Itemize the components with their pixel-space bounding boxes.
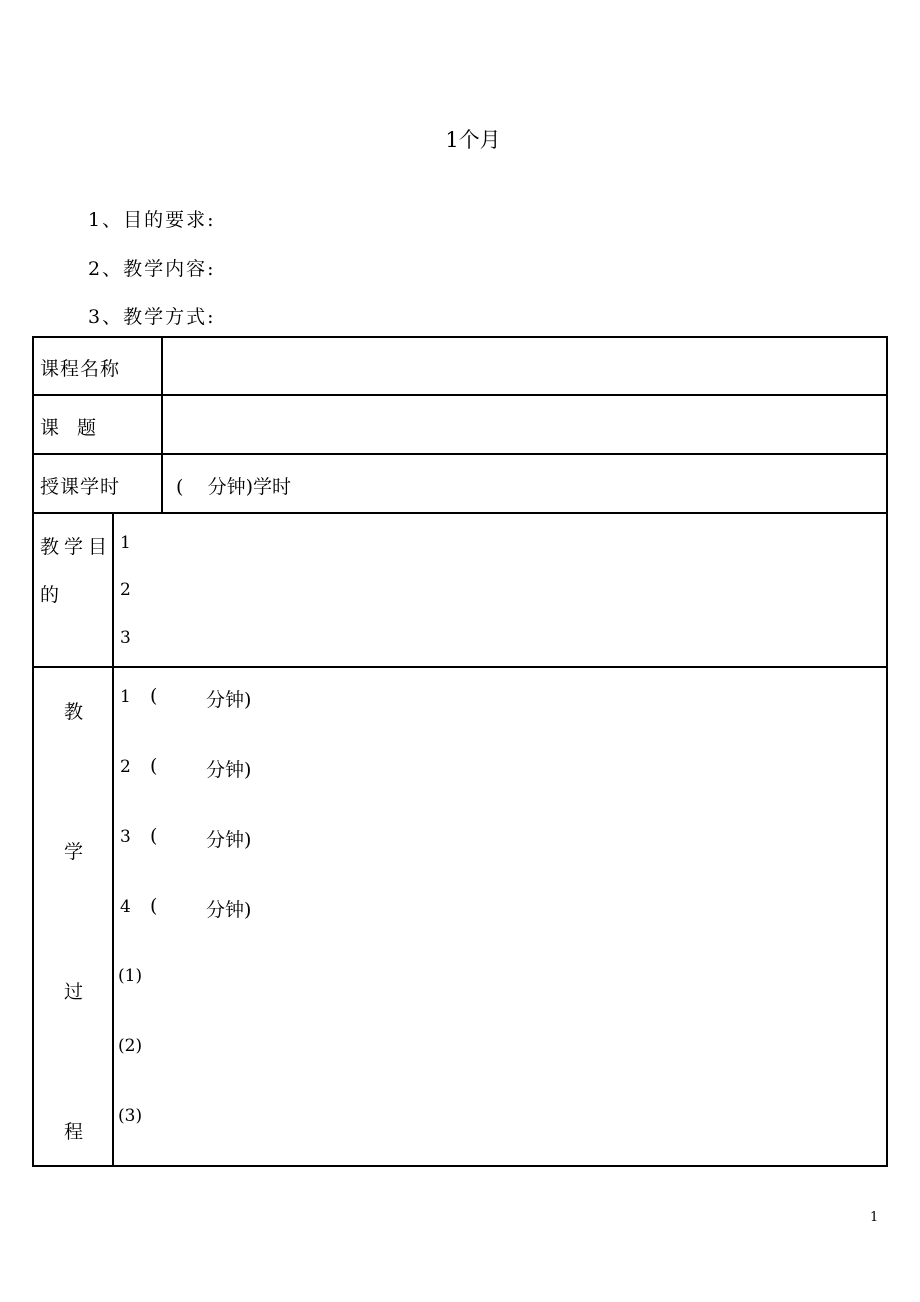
process-label-char-3: 过 [64,981,84,1003]
process-step-3-paren: ( [150,825,158,847]
sub-item-2: (2) [118,1036,143,1056]
page-title: 1个月 [445,128,501,152]
topic-cell[interactable] [165,398,884,451]
process-step-1-number: 1 [120,687,131,707]
sub-item-3: (3) [118,1106,143,1126]
objectives-label-line1: 教学目 [40,536,113,558]
process-step-3-number: 3 [120,827,131,847]
course-name-label: 课程名称 [40,358,121,380]
page-number: 1 [870,1210,879,1225]
process-step-2-paren: ( [150,755,158,777]
process-step-1-minutes: 分钟) [206,689,252,711]
process-label-char-4: 程 [64,1121,84,1143]
process-step-4-number: 4 [120,897,131,917]
row-divider [32,666,888,668]
objectives-label-line2: 的 [40,584,60,606]
topic-label: 课 题 [40,417,103,439]
table-border-right [886,336,888,1167]
process-step-4-paren: ( [150,895,158,917]
objective-number-1: 1 [120,533,131,553]
outline-item-2: 2、教学内容: [88,258,216,280]
process-step-2-number: 2 [120,757,131,777]
hours-value[interactable]: ( 分钟)学时 [176,476,291,498]
objective-number-3: 3 [120,628,131,648]
table-border-left [32,336,34,1167]
process-step-1-paren: ( [150,685,158,707]
process-label-char-1: 教 [64,701,84,723]
sub-item-1: (1) [118,966,143,986]
course-name-cell[interactable] [165,340,884,392]
objective-number-2: 2 [120,580,131,600]
process-step-4-minutes: 分钟) [206,899,252,921]
column-divider [161,336,163,514]
column-divider [112,512,114,1167]
hours-label: 授课学时 [40,476,121,498]
table-border-bottom [32,1165,888,1167]
process-label-char-2: 学 [64,841,84,863]
outline-item-3: 3、教学方式: [88,306,216,328]
process-step-2-minutes: 分钟) [206,759,252,781]
process-step-3-minutes: 分钟) [206,829,252,851]
outline-item-1: 1、目的要求: [88,209,216,231]
